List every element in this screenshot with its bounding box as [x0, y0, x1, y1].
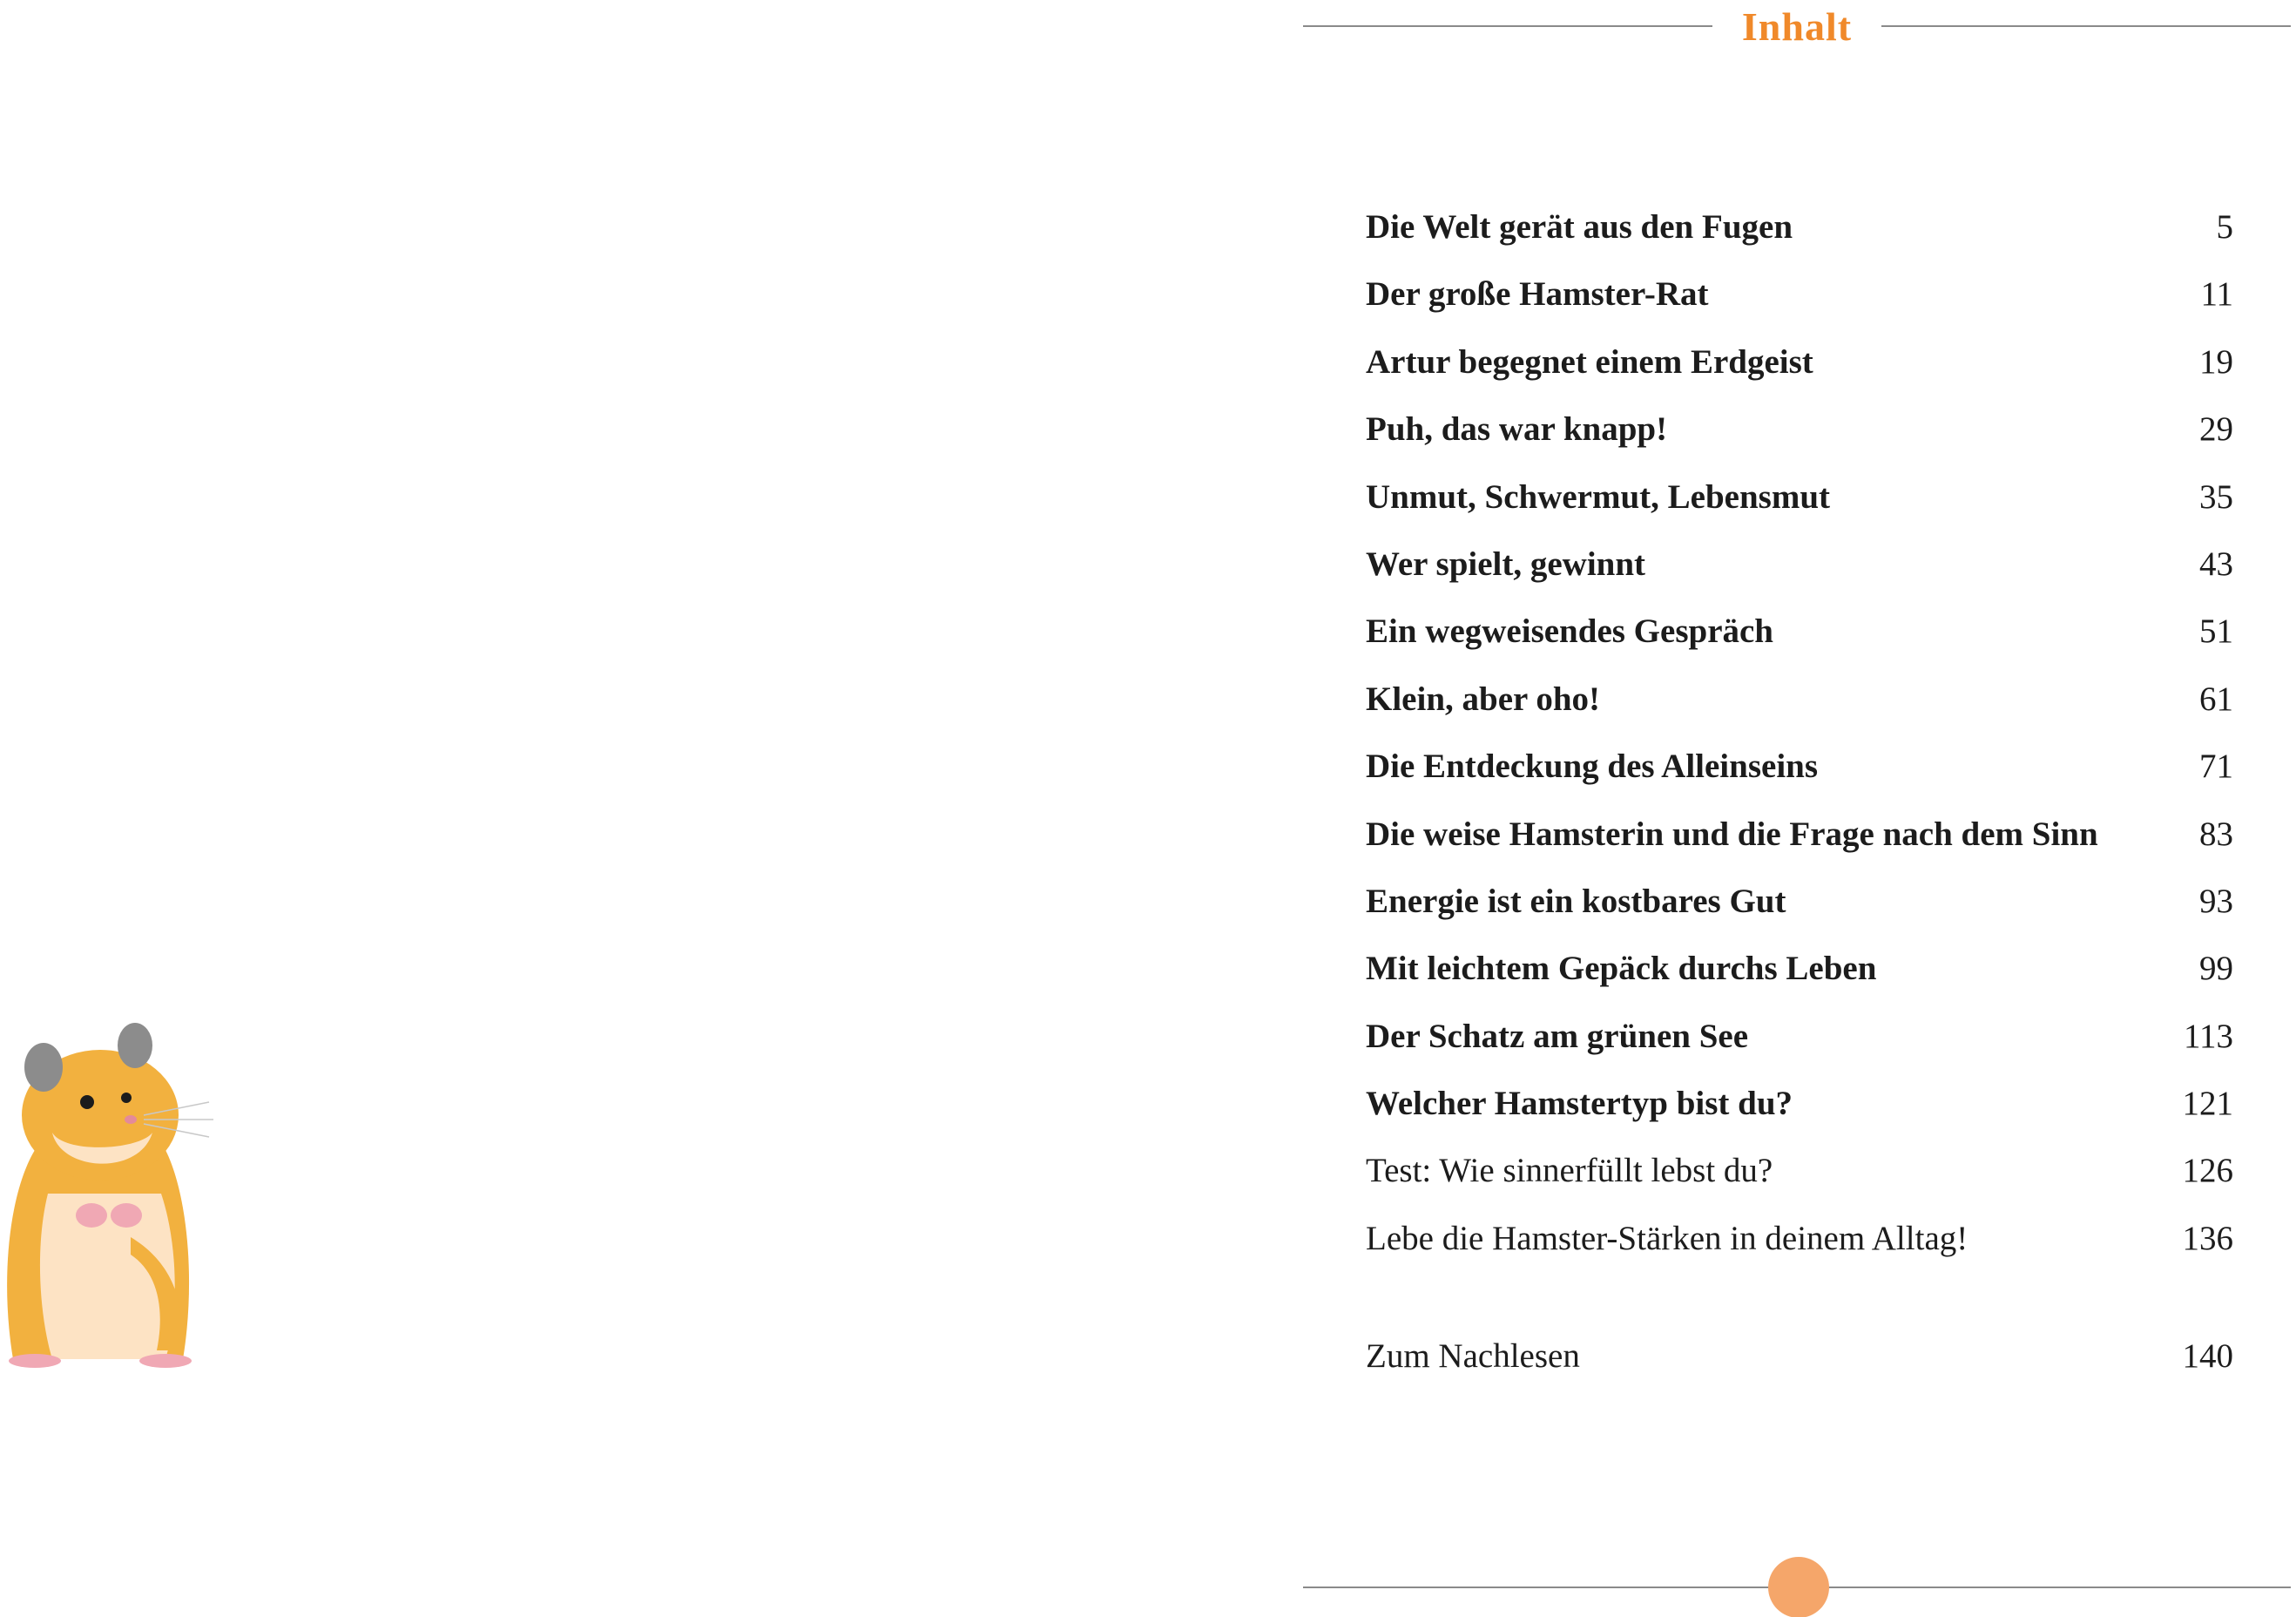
page-title: Inhalt — [1741, 4, 1853, 49]
toc-entry-title: Energie ist ein kostbares Gut — [1366, 882, 1786, 920]
toc-entry[interactable] — [1366, 274, 2233, 342]
toc-entry-page: 11 — [2200, 275, 2233, 314]
toc-entry-page: 35 — [2199, 477, 2233, 516]
toc-entry-title: Puh, das war knapp! — [1366, 410, 1668, 449]
toc-entry-page: 83 — [2199, 815, 2233, 853]
header-rule-left — [1303, 25, 1712, 27]
toc-entry[interactable] — [1366, 680, 2233, 747]
toc-entry-page: 126 — [2182, 1152, 2233, 1190]
toc-entry-title: Der Schatz am grünen See — [1366, 1017, 1749, 1055]
toc-entry-title: Mit leichtem Gepäck durchs Leben — [1366, 950, 1877, 988]
toc-entry-page: 43 — [2199, 545, 2233, 583]
toc-entry-title: Lebe die Hamster-Stärken in deinem Alltag! — [1366, 1219, 1968, 1257]
toc-entry[interactable] — [1366, 747, 2233, 814]
toc-entry-page: 99 — [2199, 950, 2233, 988]
toc-entry[interactable] — [1366, 1151, 2233, 1218]
toc-entry-page: 113 — [2183, 1017, 2233, 1055]
toc-entry[interactable] — [1366, 815, 2233, 882]
toc-entry-page: 51 — [2199, 612, 2233, 651]
toc-entry-page: 61 — [2199, 680, 2233, 718]
hamster-illustration — [0, 1019, 218, 1385]
toc-entry[interactable] — [1366, 949, 2233, 1016]
toc-entry-page: 140 — [2182, 1337, 2233, 1376]
toc-entry[interactable] — [1366, 477, 2233, 545]
table-of-contents — [1366, 207, 2233, 1404]
toc-entry[interactable] — [1366, 207, 2233, 274]
toc-entry[interactable] — [1366, 1084, 2233, 1151]
toc-entry-page: 136 — [2182, 1219, 2233, 1257]
toc-entry-title: Ein wegweisendes Gespräch — [1366, 612, 1773, 651]
toc-entry-page: 29 — [2199, 410, 2233, 449]
toc-entry-title: Die Entdeckung des Alleinseins — [1366, 748, 1819, 786]
toc-entry-page: 71 — [2199, 748, 2233, 786]
toc-entry-title: Die weise Hamsterin und die Frage nach dem Sinn — [1366, 815, 2098, 853]
toc-entry[interactable] — [1366, 545, 2233, 612]
header-rule-right — [1881, 25, 2291, 27]
toc-entry-page: 5 — [2216, 208, 2233, 246]
toc-entry[interactable] — [1366, 1336, 2233, 1404]
toc-entry-page: 19 — [2199, 342, 2233, 381]
toc-entry[interactable] — [1366, 1017, 2233, 1084]
toc-entry-page: 93 — [2199, 882, 2233, 920]
toc-entry-title: Welcher Hamstertyp bist du? — [1366, 1085, 1793, 1123]
toc-entry-page: 121 — [2182, 1085, 2233, 1123]
toc-entry-title: Zum Nachlesen — [1366, 1337, 1580, 1376]
toc-entry[interactable] — [1366, 612, 2233, 679]
toc-entry-title: Klein, aber oho! — [1366, 680, 1601, 718]
toc-entry-title: Die Welt gerät aus den Fugen — [1366, 208, 1793, 246]
toc-entry-title: Test: Wie sinnerfüllt lebst du? — [1366, 1152, 1773, 1190]
toc-entry[interactable] — [1366, 1219, 2233, 1286]
toc-entry[interactable] — [1366, 882, 2233, 949]
toc-entry-title: Unmut, Schwermut, Lebensmut — [1366, 477, 1831, 516]
page-dot-decoration — [1768, 1557, 1829, 1617]
toc-entry-title: Wer spielt, gewinnt — [1366, 545, 1646, 583]
toc-entry-title: Artur begegnet einem Erdgeist — [1366, 342, 1813, 381]
toc-entry[interactable] — [1366, 342, 2233, 409]
toc-entry-title: Der große Hamster-Rat — [1366, 275, 1709, 314]
toc-entry[interactable] — [1366, 409, 2233, 477]
